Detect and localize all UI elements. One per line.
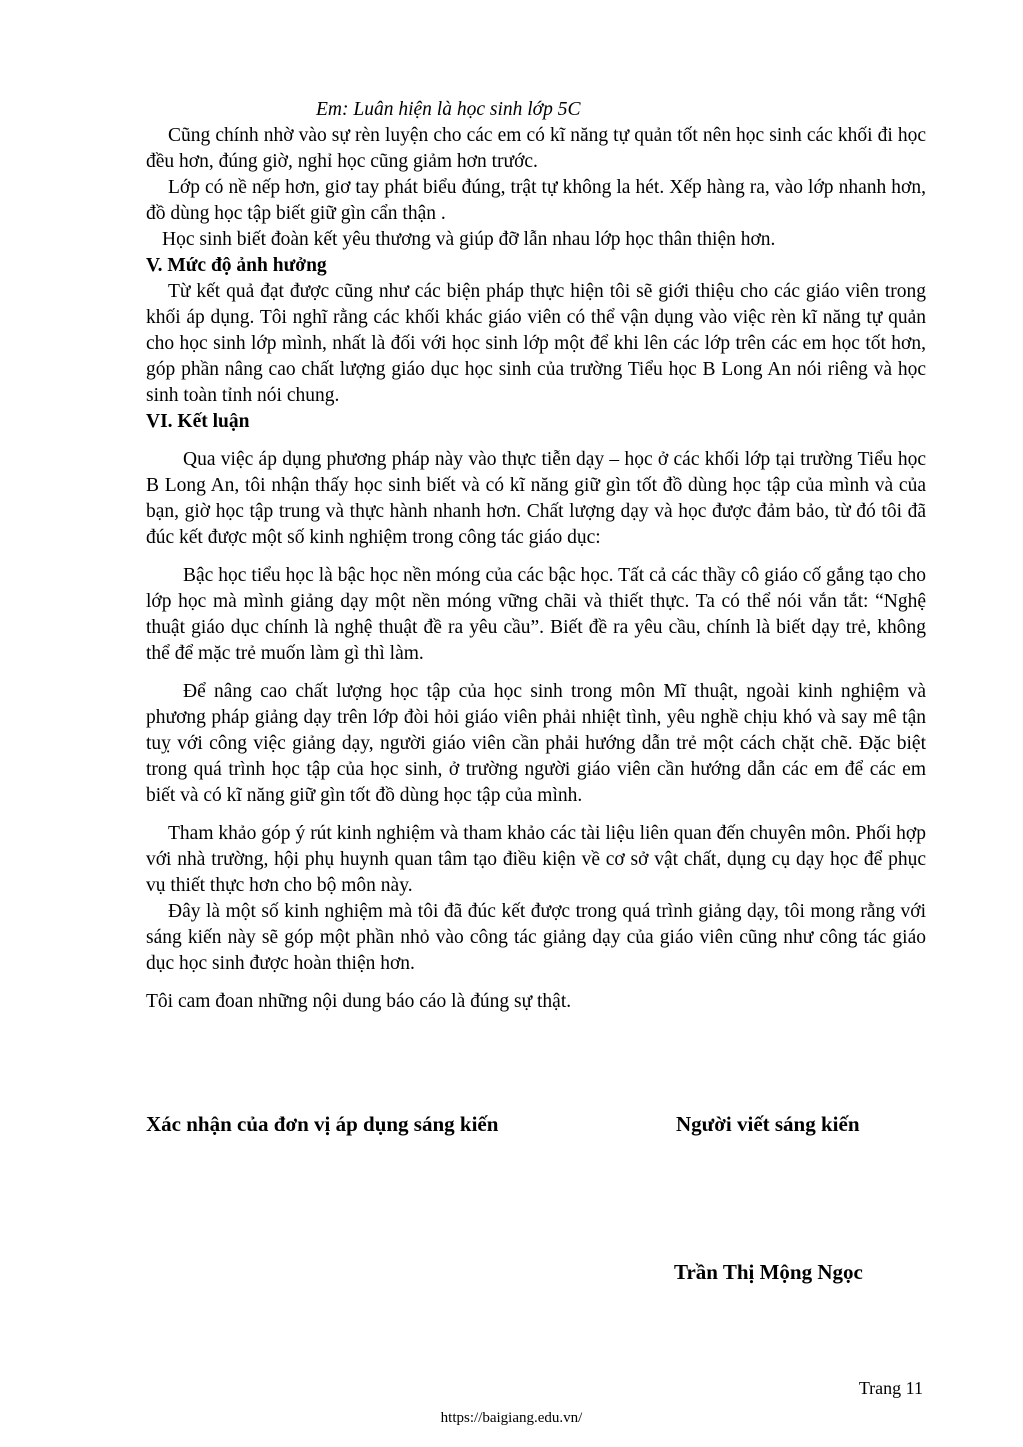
author-title: Người viết sáng kiến	[676, 1112, 860, 1136]
footer-url: https://baigiang.edu.vn/	[440, 1410, 583, 1426]
confirm-title: Xác nhận của đơn vị áp dụng sáng kiến	[146, 1112, 499, 1136]
paragraph: Để nâng cao chất lượng học tập của học sinh trong môn Mĩ thuật, ngoài kinh nghiệm và phương pháp giảng dạy trên lớp đòi hỏi giáo viên phải nhiệt tình, yêu nghề chịu khó và say mê tận tuỵ với công việc giảng dạy, người giáo viên cần phải hướng dẫn trẻ một cách chặt chẽ. Đặc biệt trong quá trình học tập của học sinh, ở trường người giáo viên cần hướng dẫn các em để các em biết và có kĩ năng giữ gìn tốt đồ dùng học tập của mình.	[146, 681, 926, 806]
paragraph: Tham khảo góp ý rút kinh nghiệm và tham khảo các tài liệu liên quan đến chuyên môn. Phối hợp với nhà trường, hội phụ huynh quan tâm tạo điều kiện về cơ sở vật chất, dụng cụ dạy học để phục vụ thiết thực hơn cho bộ môn này.	[146, 823, 926, 896]
paragraph: Lớp có nề nếp hơn, giơ tay phát biểu đúng, trật tự không la hét. Xếp hàng ra, vào lớp nhanh hơn, đồ dùng học tập biết giữ gìn cẩn thận .	[146, 177, 926, 224]
section-heading-6: VI. Kết luận	[146, 411, 250, 432]
signer-name: Trần Thị Mộng Ngọc	[674, 1260, 863, 1284]
caption-text: : Luân hiện là học sinh lớp 5C	[342, 99, 581, 120]
paragraph: Qua việc áp dụng phương pháp này vào thực tiễn dạy – học ở các khối lớp tại trường Tiểu học B Long An, tôi nhận thấy học sinh biết và có kĩ năng giữ gìn tốt đồ dùng học tập của mình và của bạn, giờ học tập trung và thực hành nhanh hơn. Chất lượng dạy và học được đảm bảo, từ đó tôi đã đúc kết được một số kinh nghiệm trong công tác giáo dục:	[146, 449, 926, 548]
paragraph: Đây là một số kinh nghiệm mà tôi đã đúc kết được trong quá trình giảng dạy, tôi mong rằng với sáng kiến này sẽ góp một phần nhỏ vào công tác giảng dạy của giáo viên cũng như công tác giáo dục học sinh được hoàn thiện hơn.	[146, 901, 926, 974]
paragraph: Từ kết quả đạt được cũng như các biện pháp thực hiện tôi sẽ giới thiệu cho các giáo viên trong khối áp dụng. Tôi nghĩ rằng các khối khác giáo viên có thể vận dụng vào việc rèn kĩ năng tự quản cho học sinh lớp mình, nhất là đối với học sinh lớp một để khi lên các lớp trên các em học tốt hơn, góp phần nâng cao chất lượng giáo dục học sinh của trường Tiểu học B Long An nói riêng và học sinh toàn tỉnh nói chung.	[146, 281, 926, 406]
pledge-text: Tôi cam đoan những nội dung báo cáo là đúng sự thật.	[146, 991, 572, 1012]
document-body	[146, 96, 926, 1015]
section-heading-5: V. Mức độ ảnh hưởng	[146, 255, 327, 276]
image-caption	[316, 96, 926, 123]
page-number: Trang 11	[858, 1378, 923, 1398]
paragraph: Cũng chính nhờ vào sự rèn luyện cho các em có kĩ năng tự quản tốt nên học sinh các khối đi học đều hơn, đúng giờ, nghỉ học cũng giảm hơn trước.	[146, 125, 926, 172]
paragraph: Học sinh biết đoàn kết yêu thương và giúp đỡ lẫn nhau lớp học thân thiện hơn.	[162, 229, 776, 250]
paragraph: Bậc học tiểu học là bậc học nền móng của các bậc học. Tất cả các thầy cô giáo cố gắng tạo cho lớp học mà mình giảng dạy một nền móng vững chãi và thiết thực. Ta có thể nói vắn tắt: “Nghệ thuật giáo dục chính là nghệ thuật đề ra yêu cầu”. Biết đề ra yêu cầu, chính là biết dạy trẻ, không thể để mặc trẻ muốn làm gì thì làm.	[146, 565, 926, 664]
caption-prefix: Em	[316, 99, 342, 120]
